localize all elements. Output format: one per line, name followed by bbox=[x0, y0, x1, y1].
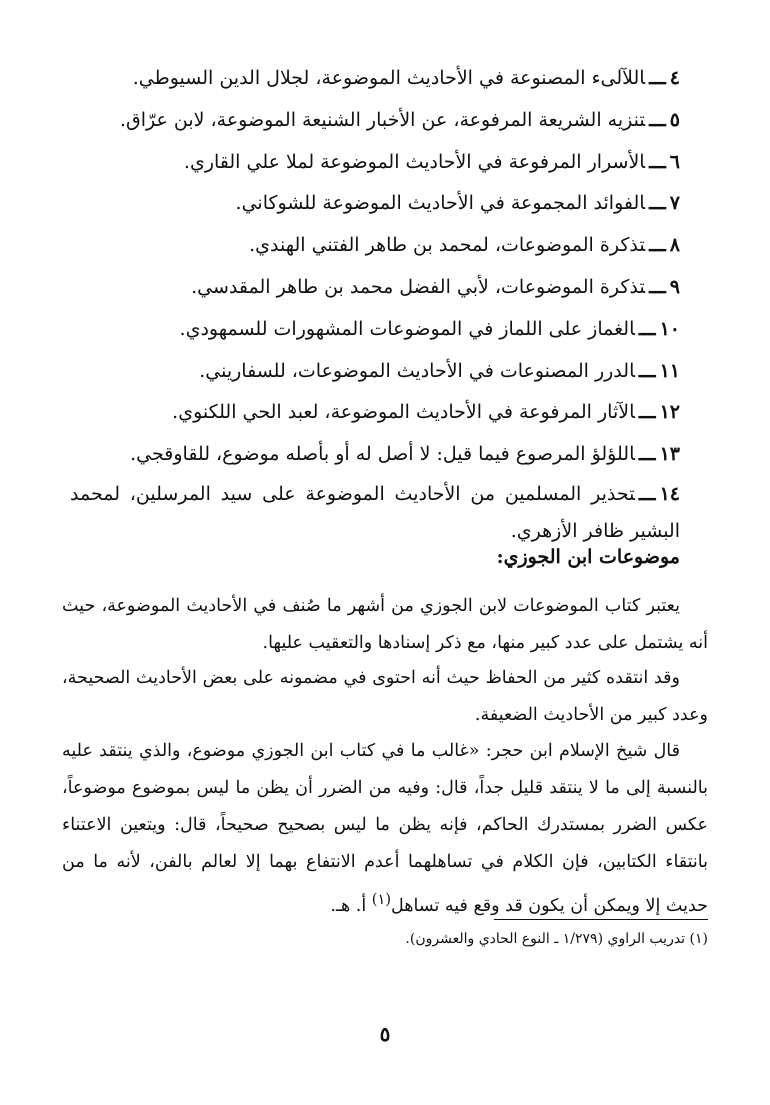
item-number: ٥ bbox=[669, 108, 680, 131]
page-number: ٥ bbox=[379, 1022, 391, 1046]
list-item: ١٢ـــالآثار المرفوعة في الأحاديث الموضوعة، لعبد الحي اللكنوي. bbox=[172, 401, 680, 424]
item-text: الأسرار المرفوعة في الأحاديث الموضوعة لملا علي القاري. bbox=[183, 150, 646, 173]
list-item: ٤ـــاللآلىء المصنوعة في الأحاديث الموضوعة، لجلال الدين السيوطي. bbox=[132, 67, 680, 89]
item-text: تنزيه الشريعة المرفوعة، عن الأخبار الشنيعة الموضوعة، لابن عرّاق. bbox=[119, 108, 646, 131]
list-item: ١١ـــالدرر المصنوعات في الأحاديث الموضوعات، للسفاريني. bbox=[199, 359, 680, 382]
list-item: ١٤ـــتحذير المسلمين من الأحاديث الموضوعة على سيد المرسلين، لمحمد البشير ظافر الأزهري. bbox=[70, 482, 680, 542]
list-item: ٧ـــالفوائد المجموعة في الأحاديث الموضوعة للشوكاني. bbox=[235, 192, 680, 215]
item-text: الغماز على اللماز في الموضوعات المشهورات للسمهودي. bbox=[179, 317, 635, 340]
paragraph-text: وقد انتقده كثير من الحفاظ حيث أنه احتوى في مضمونه على بعض الأحاديث الصحيحة، وعدد كبير من الأحاديث الضعيفة. bbox=[62, 668, 708, 725]
item-number: ٨ bbox=[669, 234, 680, 257]
item-number: ١٣ bbox=[659, 443, 680, 466]
item-number: ٩ bbox=[669, 275, 680, 298]
list-item: ٦ـــالأسرار المرفوعة في الأحاديث الموضوعة لملا علي القاري. bbox=[183, 150, 680, 173]
footnote-separator bbox=[494, 919, 708, 920]
item-number: ١٠ bbox=[659, 317, 680, 340]
item-number: ١٤ bbox=[659, 482, 680, 505]
item-text: الآثار المرفوعة في الأحاديث الموضوعة، لعبد الحي اللكنوي. bbox=[172, 401, 635, 424]
paragraph bbox=[62, 660, 708, 734]
item-text: اللآلىء المصنوعة في الأحاديث الموضوعة، لجلال الدين السيوطي. bbox=[132, 67, 646, 89]
footnote-reference: (١) bbox=[371, 891, 392, 908]
paragraph-text: يعتبر كتاب الموضوعات لابن الجوزي من أشهر ما صُنف في الأحاديث الموضوعة، حيث أنه يشتمل على عدد كبير منها، مع ذكر إسنادها والتعقيب عليها. bbox=[62, 596, 708, 653]
item-text: الدرر المصنوعات في الأحاديث الموضوعات، للسفاريني. bbox=[199, 359, 635, 382]
book-list bbox=[70, 58, 680, 550]
item-text: الفوائد المجموعة في الأحاديث الموضوعة للشوكاني. bbox=[235, 192, 646, 215]
item-text: تذكرة الموضوعات، لأبي الفضل محمد بن طاهر المقدسي. bbox=[191, 275, 646, 298]
item-number: ٦ bbox=[669, 150, 680, 173]
item-number: ٧ bbox=[669, 192, 680, 215]
paragraph-end: أ. هـ. bbox=[330, 895, 372, 916]
list-item: ١٠ـــالغماز على اللماز في الموضوعات المشهورات للسمهودي. bbox=[179, 317, 680, 340]
item-number: ١٢ bbox=[659, 401, 680, 424]
paragraph bbox=[62, 588, 708, 662]
list-item: ١٣ـــاللؤلؤ المرصوع فيما قيل: لا أصل له أو بأصله موضوع، للقاوقجي. bbox=[130, 443, 680, 466]
list-item: ٩ـــتذكرة الموضوعات، لأبي الفضل محمد بن طاهر المقدسي. bbox=[191, 275, 680, 298]
list-item: ٥ـــتنزيه الشريعة المرفوعة، عن الأخبار الشنيعة الموضوعة، لابن عرّاق. bbox=[119, 108, 680, 131]
footnote: (١) تدريب الراوي (١/٢٧٩ ـ النوع الحادي والعشرون). bbox=[405, 931, 708, 947]
item-number: ١١ bbox=[659, 359, 680, 382]
item-text: تحذير المسلمين من الأحاديث الموضوعة على سيد المرسلين، لمحمد البشير ظافر الأزهري. bbox=[70, 482, 680, 542]
item-number: ٤ bbox=[669, 67, 680, 89]
paragraph-text: قال شيخ الإسلام ابن حجر: «غالب ما في كتاب ابن الجوزي موضوع، والذي ينتقد عليه بالنسبة إلى ما لا ينتقد قليل جداً، قال: وفيه من الضرر أن يظن ما ليس بموضوع موضوعاً، عكس الضرر بمستدرك الحاكم، فإنه يظن ما ليس بصحيح صحيحاً، قال: ويتعين الاعتناء بانتقاء الكتابين، فإن الكلام في تساهلهما أعدم الانتفاع بهما إلا لعالم بالفن، لأنه ما من حديث إلا ويمكن أن يكون قد وقع فيه تساهل bbox=[62, 741, 708, 916]
list-item: ٨ـــتذكرة الموضوعات، لمحمد بن طاهر الفتني الهندي. bbox=[249, 234, 680, 257]
item-text: تذكرة الموضوعات، لمحمد بن طاهر الفتني الهندي. bbox=[249, 234, 646, 257]
paragraph bbox=[62, 733, 708, 925]
section-heading: موضوعات ابن الجوزي: bbox=[496, 546, 680, 568]
item-text: اللؤلؤ المرصوع فيما قيل: لا أصل له أو بأصله موضوع، للقاوقجي. bbox=[130, 443, 635, 466]
